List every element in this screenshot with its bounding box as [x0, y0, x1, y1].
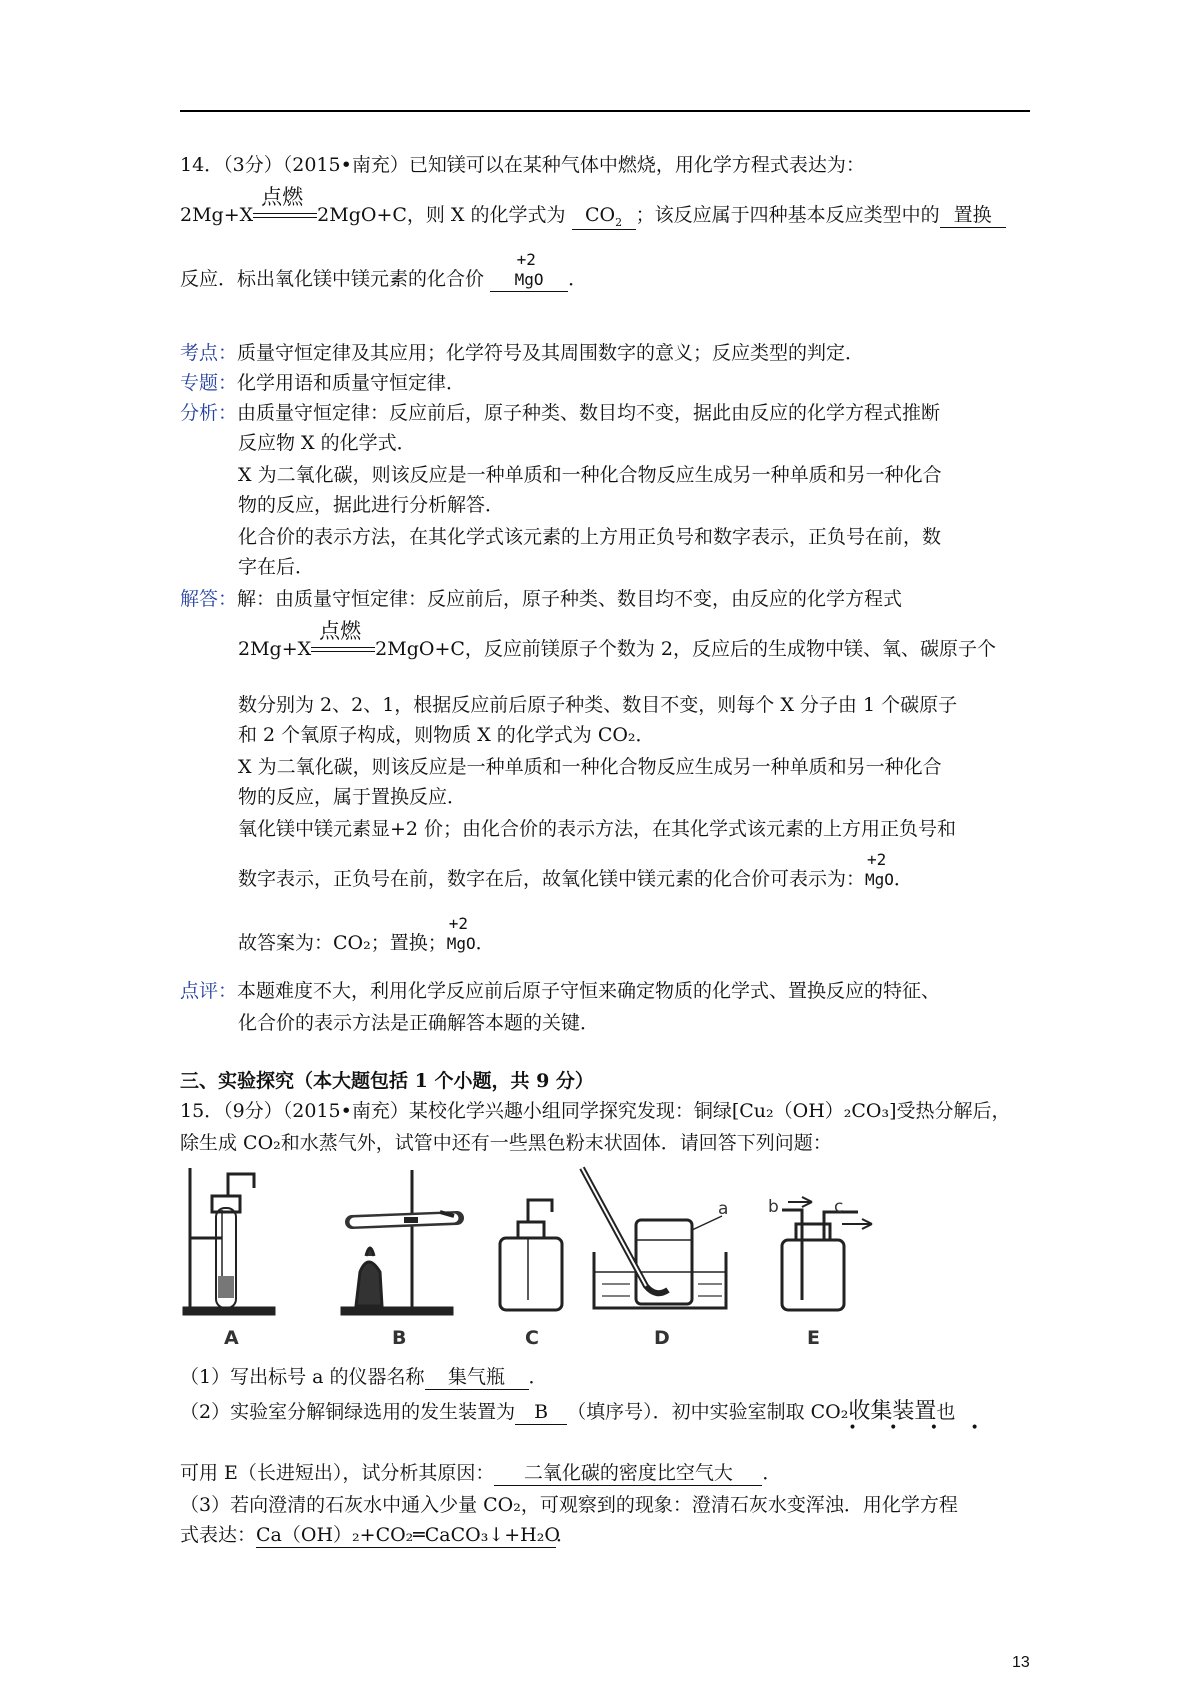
valence-formula: +2 MgO: [446, 914, 476, 953]
q15-part3b: 式表达：Ca（OH）₂+CO₂═CaCO₃↓+H₂O．: [180, 1524, 576, 1546]
fenxi-line: X 为二氧化碳，则该反应是一种单质和一种化合物反应生成另一种单质和另一种化合: [238, 464, 942, 486]
apparatus-a: [184, 1168, 274, 1314]
reaction-arrow: 点燃: [311, 641, 375, 659]
fenxi-line: 反应物 X 的化学式．: [238, 432, 416, 454]
condition-label: 点燃: [261, 185, 304, 209]
q14-stem: 14．（3分）（2015•南充）已知镁可以在某种气体中燃烧，用化学方程式表达为：: [180, 154, 865, 176]
jieda-equation: 2Mg+X 点燃 2MgO+C，反应前镁原子个数为 2，反应后的生成物中镁、氧、碳原子个: [238, 619, 997, 660]
eq-left: 2Mg+X: [180, 204, 254, 226]
q14-line3: 反应．标出氧化镁中镁元素的化合价 +2 MgO ．: [180, 250, 588, 290]
apparatus-label-c: C: [525, 1327, 539, 1349]
answer-blank-3: [490, 250, 568, 292]
jieda-line: 和 2 个氧原子构成，则物质 X 的化学式为 CO₂．: [238, 724, 655, 746]
answer-blank-p1: 集气瓶: [425, 1366, 529, 1390]
apparatus-c: [500, 1200, 562, 1310]
q14-mid: ；该反应属于四种基本反应类型中的: [635, 204, 940, 226]
apparatus-d: [582, 1168, 729, 1308]
apparatus-label-e: E: [807, 1327, 820, 1349]
answer-blank-p3: Ca（OH）₂+CO₂═CaCO₃↓+H₂O: [256, 1524, 560, 1546]
dianping-line: 化合价的表示方法是正确解答本题的关键．: [238, 1012, 600, 1034]
header-rule: [180, 110, 1030, 112]
label-a: a: [718, 1199, 729, 1219]
fenxi-line: 物的反应，据此进行分析解答．: [238, 494, 505, 516]
jieda-line: 氧化镁中镁元素显+2 价；由化合价的表示方法，在其化学式该元素的上方用正负号和: [238, 818, 957, 840]
label-b: b: [768, 1197, 779, 1217]
apparatus-b: [342, 1170, 457, 1314]
emphasized-text: 收集装置 • • • •: [848, 1399, 993, 1436]
jieda-line: X 为二氧化碳，则该反应是一种单质和一种化合物反应生成另一种单质和另一种化合: [238, 756, 942, 778]
label-c: c: [834, 1197, 844, 1217]
apparatus-figure: [182, 1160, 942, 1350]
zhuanti: 专题：化学用语和质量守恒定律．: [180, 372, 466, 394]
fenxi-line: 化合价的表示方法，在其化学式该元素的上方用正负号和数字表示，正负号在前，数: [238, 526, 942, 548]
q15-part2: （2）实验室分解铜绿选用的发生装置为 B （填序号）．初中实验室制取 CO₂收集装置 • • • • 也: [180, 1394, 955, 1425]
q14-equation-line: [180, 185, 1006, 230]
jieda-line: 数分别为 2、2、1，根据反应前后原子种类、数目不变，则每个 X 分子由 1 个碳原子: [238, 694, 958, 716]
dianping: 点评：本题难度不大，利用化学反应前后原子守恒来确定物质的化学式、置换反应的特征、: [180, 980, 941, 1002]
fenxi-line: 字在后．: [238, 556, 315, 578]
apparatus-e: [782, 1197, 872, 1310]
jieda-answer: 故答案为：CO₂；置换； +2 MgO．: [238, 914, 495, 954]
jieda-line: 数字表示，正负号在前，数字在后，故氧化镁中镁元素的化合价可表示为： +2 MgO．: [238, 850, 913, 890]
apparatus-label-d: D: [654, 1327, 670, 1349]
jieda: 解答：解：由质量守恒定律：反应前后，原子种类、数目均不变，由反应的化学方程式: [180, 588, 903, 610]
q15-part2b: 可用 E（长进短出），试分析其原因： 二氧化碳的密度比空气大 ．: [180, 1462, 782, 1484]
jieda-line: 物的反应，属于置换反应．: [238, 786, 467, 808]
page-number: 13: [1012, 1654, 1030, 1671]
fenxi: 分析：由质量守恒定律：反应前后，原子种类、数目均不变，据此由反应的化学方程式推断: [180, 402, 941, 424]
section-heading: 三、实验探究（本大题包括 1 个小题，共 9 分）: [180, 1070, 594, 1092]
kaodian: 考点：质量守恒定律及其应用；化学符号及其周围数字的意义；反应类型的判定．: [180, 342, 865, 364]
answer-blank-p2b: 二氧化碳的密度比空气大: [494, 1462, 762, 1486]
valence-formula: +2 MgO: [514, 250, 544, 289]
apparatus-label-a: A: [224, 1327, 239, 1349]
eq-right: 2MgO+C，则 X 的化学式为: [317, 204, 566, 226]
reaction-arrow: [253, 185, 317, 225]
answer-blank-1: $CO_2$: [572, 204, 636, 230]
q15-part3: （3）若向澄清的石灰水中通入少量 CO₂，可观察到的现象：澄清石灰水变浑浊．用化学方程: [180, 1494, 958, 1516]
q15-stem: 除生成 CO₂和水蒸气外，试管中还有一些黑色粉末状固体．请回答下列问题：: [180, 1132, 832, 1154]
apparatus-label-b: B: [392, 1327, 407, 1349]
q15-stem: 15．（9分）（2015•南充）某校化学兴趣小组同学探究发现：铜绿[Cu₂（OH）₂CO₃]受热分解后，: [180, 1100, 1011, 1122]
answer-blank-p2: B: [515, 1401, 567, 1425]
answer-blank-2: 置换: [940, 204, 1006, 228]
valence-formula: +2 MgO: [865, 850, 894, 889]
q15-part1: （1）写出标号 a 的仪器名称 集气瓶 ．: [180, 1366, 548, 1388]
